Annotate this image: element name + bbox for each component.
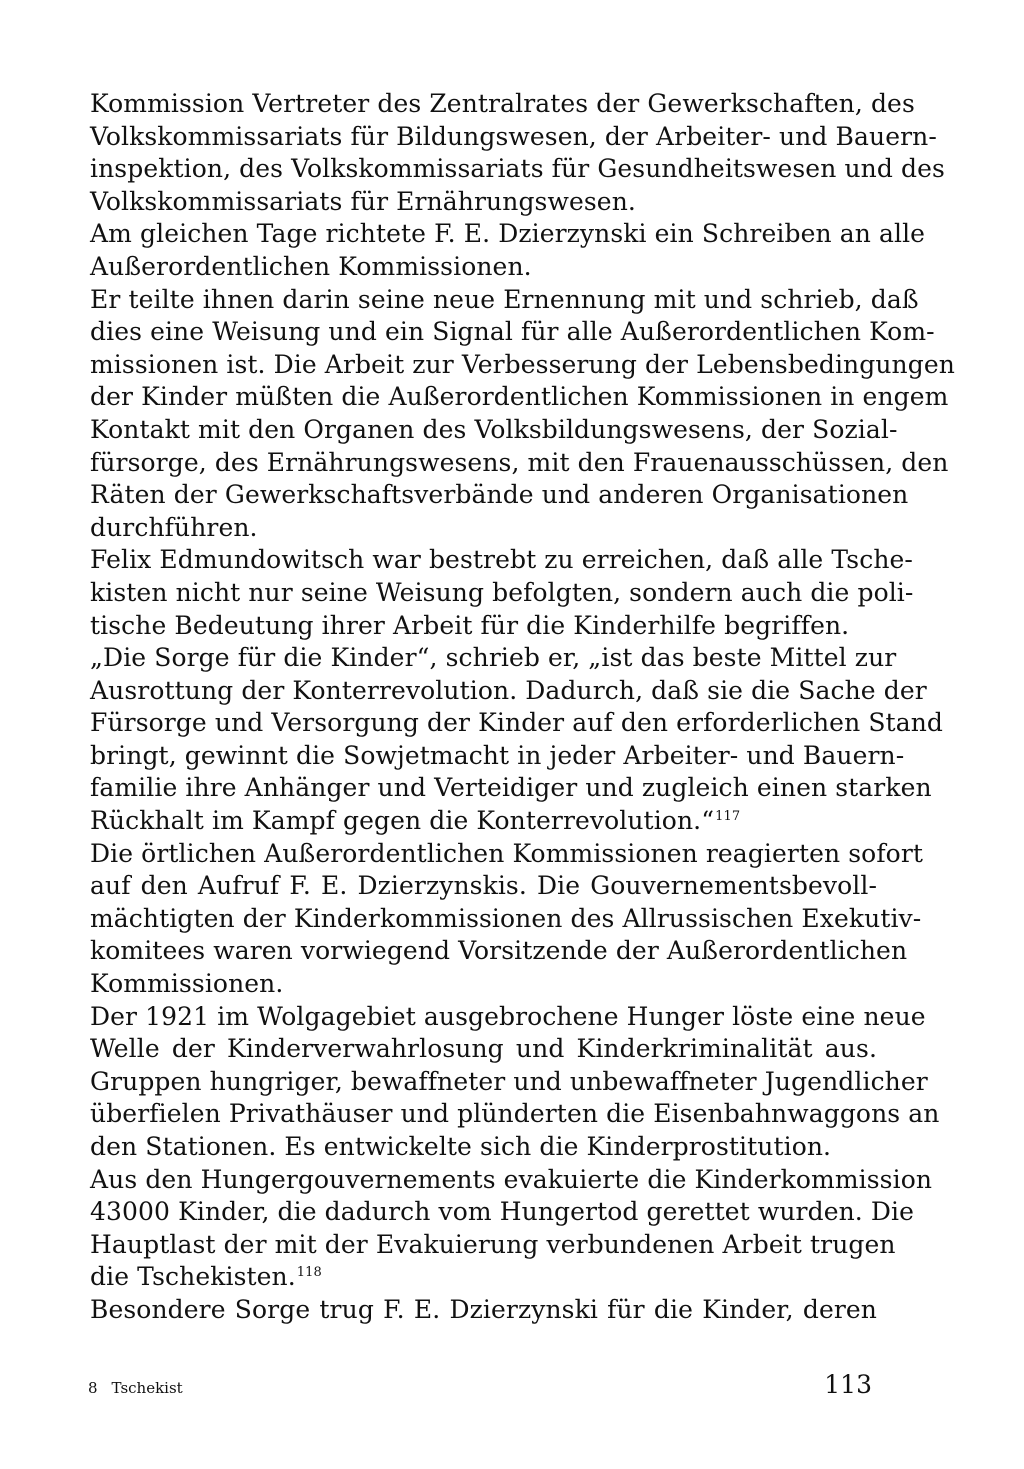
text-line	[90, 1196, 915, 1229]
text-line-content: Hauptlast der mit der Evakuierung verbundenen Arbeit trugen	[90, 1229, 896, 1259]
body-text	[90, 88, 955, 1327]
footnote-ref: 118	[296, 1265, 322, 1281]
page-number: 113	[824, 1370, 872, 1399]
text-line	[90, 414, 898, 447]
text-line-content: Aus den Hungergouvernements evakuierte die Kinderkommission	[90, 1164, 933, 1194]
text-line	[90, 186, 877, 219]
text-line	[90, 1001, 926, 1034]
text-line	[90, 968, 877, 1001]
text-line-content: Rückhalt im Kampf gegen die Konterrevolution.“	[90, 806, 715, 836]
text-line	[90, 349, 955, 382]
text-line	[90, 1033, 877, 1066]
text-line-content: mächtigten der Kinderkommissionen des Allrussischen Exekutiv-	[90, 903, 922, 933]
text-line	[90, 153, 945, 186]
text-line-content: tische Bedeutung ihrer Arbeit für die Kinderhilfe begriffen.	[90, 610, 850, 640]
text-line	[90, 1294, 877, 1327]
text-line-content: familie ihre Anhänger und Verteidiger und zugleich einen starken	[90, 773, 932, 803]
text-line-content: Er teilte ihnen darin seine neue Ernennung mit und schrieb, daß	[90, 284, 919, 314]
text-line-content: Am gleichen Tage richtete F. E. Dzierzynski ein Schreiben an alle	[90, 219, 926, 249]
text-line	[90, 316, 935, 349]
text-line	[90, 1131, 877, 1164]
text-line	[90, 1229, 896, 1262]
text-line-content: Räten der Gewerkschaftsverbände und anderen Organisationen	[90, 480, 909, 510]
text-line	[90, 1164, 933, 1197]
text-line	[90, 1098, 940, 1131]
text-line	[90, 1066, 928, 1099]
text-line	[90, 284, 919, 317]
text-line	[90, 381, 949, 414]
text-line-content: missionen ist. Die Arbeit zur Verbesserung der Lebensbedingungen	[90, 349, 955, 379]
footnote-ref: 117	[715, 809, 741, 825]
text-line	[90, 88, 915, 121]
text-line	[90, 121, 937, 154]
text-line	[90, 675, 927, 708]
text-line-content: 43000 Kinder, die dadurch vom Hungertod gerettet wurden. Die	[90, 1197, 915, 1227]
text-line	[90, 935, 908, 968]
text-line-content: fürsorge, des Ernährungswesens, mit den Frauenausschüssen, den	[90, 447, 949, 477]
text-line	[90, 251, 877, 284]
text-line-content: der Kinder müßten die Außerordentlichen Kommissionen in engem	[90, 382, 949, 412]
text-line-content: kisten nicht nur seine Weisung befolgten, sondern auch die poli-	[90, 577, 914, 607]
text-line-content: die Tschekisten.	[90, 1262, 296, 1292]
text-line-content: komitees waren vorwiegend Vorsitzende der Außerordentlichen	[90, 936, 908, 966]
text-line-content: Felix Edmundowitsch war bestrebt zu erreichen, daß alle Tsche-	[90, 545, 913, 575]
text-line-content: Der 1921 im Wolgagebiet ausgebrochene Hunger löste eine neue	[90, 1001, 926, 1031]
text-line	[90, 870, 877, 903]
text-line-content: „Die Sorge für die Kinder“, schrieb er, „ist das beste Mittel zur	[90, 643, 897, 673]
text-line-content: Außerordentlichen Kommissionen.	[90, 251, 532, 281]
text-line	[90, 740, 905, 773]
text-line-content: den Stationen. Es entwickelte sich die Kinderprostitution.	[90, 1132, 832, 1161]
text-line-content: Besondere Sorge trug F. E. Dzierzynski für die Kinder, deren	[90, 1294, 877, 1324]
text-line-content: bringt, gewinnt die Sowjetmacht in jeder Arbeiter- und Bauern-	[90, 740, 905, 770]
text-line	[90, 544, 913, 577]
text-line-content: Ausrottung der Konterrevolution. Dadurch, daß sie die Sache der	[90, 675, 927, 705]
signature-mark	[88, 1378, 183, 1398]
text-line	[90, 903, 922, 936]
text-line-content: Kommissionen.	[90, 969, 284, 999]
signature-label: Tschekist	[111, 1379, 183, 1397]
text-line	[90, 838, 924, 871]
text-line	[90, 707, 944, 740]
text-line	[90, 610, 877, 643]
text-line-content: Gruppen hungriger, bewaffneter und unbewaffneter Jugendlicher	[90, 1066, 928, 1096]
text-line-content: Welle der Kinderverwahrlosung und Kinderkriminalität aus.	[90, 1034, 877, 1064]
text-line-content: Die örtlichen Außerordentlichen Kommissionen reagierten sofort	[90, 838, 924, 868]
text-line	[90, 479, 909, 512]
text-line-content: überfielen Privathäuser und plünderten die Eisenbahnwaggons an	[90, 1099, 940, 1129]
text-line-content: durchführen.	[90, 512, 258, 542]
signature-number: 8	[88, 1379, 98, 1397]
text-line-content: Volkskommissariats für Ernährungswesen.	[90, 186, 636, 216]
text-line-content: Fürsorge und Versorgung der Kinder auf den erforderlichen Stand	[90, 708, 944, 738]
text-line-content: Kommission Vertreter des Zentralrates der Gewerkschaften, des	[90, 89, 915, 118]
text-line-content: dies eine Weisung und ein Signal für alle Außerordentlichen Kom-	[90, 317, 935, 347]
text-line-content: Kontakt mit den Organen des Volksbildungswesens, der Sozial-	[90, 414, 898, 444]
text-line-content: auf den Aufruf F. E. Dzierzynskis. Die Gouvernementsbevoll-	[90, 871, 877, 901]
text-line	[90, 642, 897, 675]
text-line	[90, 805, 877, 838]
text-line	[90, 772, 932, 805]
text-line	[90, 447, 949, 480]
text-line-content: inspektion, des Volkskommissariats für Gesundheitswesen und des	[90, 154, 945, 184]
text-line	[90, 218, 926, 251]
text-line-content: Volkskommissariats für Bildungswesen, der Arbeiter- und Bauern-	[90, 121, 937, 151]
text-line	[90, 512, 877, 545]
text-line	[90, 577, 914, 610]
text-line	[90, 1261, 877, 1294]
